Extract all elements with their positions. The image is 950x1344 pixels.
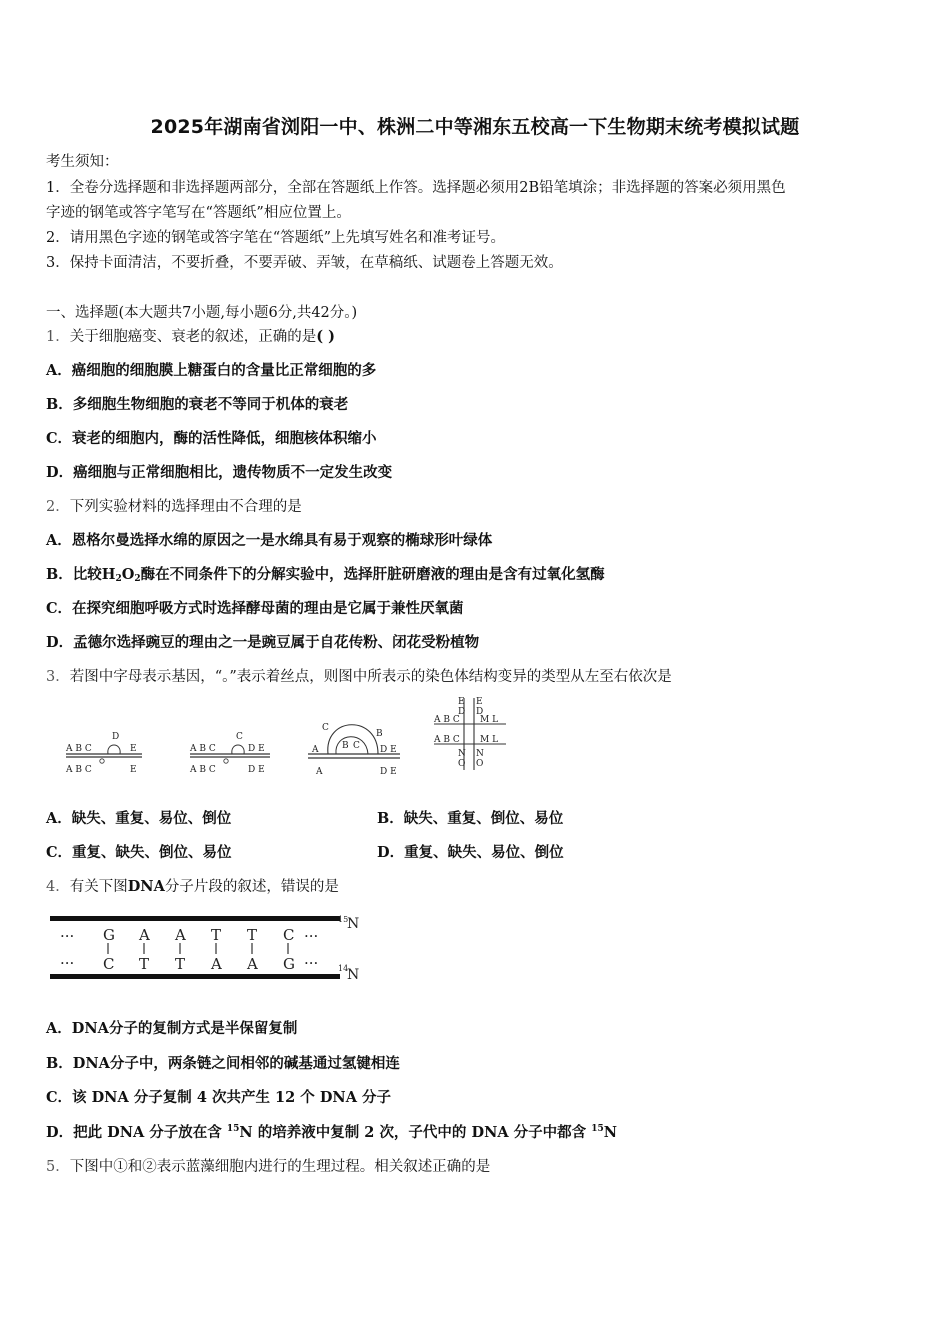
option-text: 癌细胞的细胞膜上糖蛋白的含量比正常细胞的多 [71, 362, 377, 379]
option-label: D． [46, 464, 74, 481]
option-label: C． [46, 600, 73, 617]
option-b [46, 565, 605, 585]
option-c [46, 429, 377, 449]
option-text: 4 [196, 1089, 207, 1106]
question-text: 分子片段的叙述，错误的是 [164, 879, 339, 895]
exam-title: 2025年湖南省浏阳一中、株洲二中等湘东五校高一下生物期末统考模拟试题 [150, 116, 800, 138]
option-label: D． [46, 634, 74, 651]
option-d [46, 463, 392, 483]
option-c [46, 599, 464, 619]
question-number: 4． [46, 879, 70, 895]
option-text: 个 [300, 1089, 315, 1106]
ellipsis: ··· [60, 927, 75, 945]
option-label: A． [46, 362, 72, 379]
option-d [377, 843, 564, 863]
dna-base-top: T [211, 926, 222, 944]
option-text: DNA [72, 1055, 110, 1072]
option-text: 分子中，两条链之间相邻的碱基通过氢键相连 [109, 1055, 400, 1072]
gene-label: M L [480, 735, 499, 745]
option-text: 分子中都含 [513, 1124, 587, 1141]
question-text: 关于细胞癌变、衰老的叙述，正确的是 [69, 329, 317, 345]
centromere [224, 759, 228, 763]
option-text: 比较 [72, 566, 102, 583]
option-text: 重复、缺失、倒位、易位 [72, 844, 232, 861]
gene-label: C [236, 732, 243, 742]
option-text: DNA [471, 1124, 509, 1141]
gene-label: A B C [190, 744, 216, 754]
option-text: 在探究细胞呼吸方式时选择酵母菌的理由是它属于兼性厌氧菌 [72, 600, 464, 617]
gene-label: M L [480, 715, 499, 725]
option-b [377, 809, 563, 829]
dna-base-bottom: C [103, 955, 115, 973]
option-text: N [603, 1124, 618, 1141]
option-b [46, 395, 348, 415]
option-text: 次共产生 [211, 1089, 270, 1106]
option-label: A． [46, 810, 72, 827]
dna-base-top: G [103, 926, 115, 944]
gene-label: D E [248, 765, 265, 775]
dna-segment-figure [46, 908, 366, 988]
option-text: 2 [364, 1124, 375, 1141]
question-text: 下图中①和②表示蓝藻细胞内进行的生理过程。相关叙述正确的是 [69, 1159, 491, 1175]
option-label: C． [46, 1089, 73, 1106]
option-text: 酶在不同条件下的分解实验中，选择肝脏研磨液的理由是含有过氧化氢酶 [140, 566, 605, 583]
option-d [46, 1123, 617, 1143]
question-1-stem [46, 327, 335, 347]
option-text: 癌细胞与正常细胞相比，遗传物质不一定发生改变 [73, 464, 393, 481]
isotope-sup: 15 [338, 915, 349, 924]
option-b [46, 1054, 400, 1074]
gene-label: D E [380, 745, 397, 755]
option-text: DNA [319, 1089, 357, 1106]
gene-label: O [476, 759, 484, 769]
formula-o: O [121, 566, 135, 583]
question-text: 有关下图 [69, 879, 128, 895]
notice-heading: 考生须知： [46, 154, 119, 170]
option-text: 次，子代中的 [379, 1124, 467, 1141]
option-text: 缺失、重复、易位、倒位 [71, 810, 232, 827]
gene-label: O [458, 759, 466, 769]
answer-paren: ( ) [316, 328, 336, 345]
question-number: 5． [46, 1159, 70, 1175]
gene-label: D E [380, 767, 397, 777]
centromere [100, 759, 104, 763]
gene-label: N [458, 749, 466, 759]
gene-label: E [476, 697, 483, 707]
isotope-label: N [347, 916, 360, 932]
option-label: D． [46, 1124, 74, 1141]
option-text: 分子复制 [133, 1089, 192, 1106]
gene-label: A B C [190, 765, 216, 775]
gene-label: D [476, 707, 484, 717]
section-heading: 一、选择题(本大题共7小题,每小题6分,共42分。) [46, 305, 358, 321]
gene-label: B [376, 729, 383, 739]
chromosome-diagram-1 [65, 732, 142, 775]
question-3-stem [46, 667, 672, 687]
ellipsis: ··· [60, 954, 75, 972]
chromosome-diagram-2 [189, 732, 270, 775]
dna-base-top: A [175, 926, 186, 944]
question-text: 若图中字母表示基因，“。”表示着丝点，则图中所表示的染色体结构变异的类型从左至右依次是 [69, 669, 672, 685]
notice-item: 3．保持卡面清洁，不要折叠，不要弄破、弄皱，在草稿纸、试题卷上答题无效。 [46, 255, 563, 271]
isotope-label: N [347, 967, 360, 983]
option-text: 恩格尔曼选择水绵的原因之一是水绵具有易于观察的椭球形叶绿体 [71, 532, 493, 549]
gene-label: B [342, 741, 349, 751]
option-text: 分子放在含 [149, 1124, 222, 1141]
option-a [46, 809, 231, 829]
gene-label: A B C [434, 735, 460, 745]
gene-label: D [458, 707, 466, 717]
option-label: A． [46, 532, 72, 549]
option-a [46, 361, 376, 381]
option-text: N [239, 1124, 253, 1141]
chromosome-diagram-3 [308, 723, 400, 777]
option-label: B． [46, 396, 73, 413]
option-label: B． [377, 810, 404, 827]
option-a [46, 531, 492, 551]
dna-base-bottom: T [139, 955, 150, 973]
option-c [46, 843, 232, 863]
gene-label: E [130, 744, 137, 754]
dna-base-bottom: T [175, 955, 186, 973]
chromosome-diagram-4 [433, 697, 506, 770]
dna-base-top: A [139, 926, 150, 944]
option-text: 重复、缺失、易位、倒位 [404, 844, 564, 861]
option-text: 分子的复制方式是半保留复制 [108, 1020, 298, 1037]
dna-base-top: T [247, 926, 258, 944]
question-number: 2． [46, 499, 70, 515]
gene-label: A B C [434, 715, 460, 725]
option-text: 衰老的细胞内，酶的活性降低，细胞核体积缩小 [72, 430, 377, 447]
option-label: C． [46, 844, 73, 861]
dna-strand-top [50, 916, 340, 921]
question-number: 1． [46, 329, 70, 345]
gene-label: D [112, 732, 120, 742]
ellipsis: ··· [304, 927, 319, 945]
ellipsis: ··· [304, 954, 319, 972]
gene-label: C [353, 741, 360, 751]
option-text: DNA [107, 1124, 145, 1141]
formula-sub: 2 [134, 574, 141, 584]
dna-term: DNA [127, 878, 165, 895]
gene-label: A [316, 767, 323, 777]
dna-strand-bottom [50, 974, 340, 979]
gene-label: A [312, 745, 319, 755]
option-a [46, 1019, 297, 1039]
isotope-sup: 15 [591, 1124, 604, 1134]
isotope-sup: 14 [338, 964, 349, 973]
notice-item: 字迹的钢笔或答字笔写在“答题纸”相应位置上。 [46, 205, 351, 221]
option-text: DNA [91, 1089, 129, 1106]
option-text: DNA [71, 1020, 109, 1037]
chromosome-loop [108, 745, 120, 754]
gene-label: A B C [66, 744, 92, 754]
notice-item: 1．全卷分选择题和非选择题两部分，全部在答题纸上作答。选择题必须用2B铅笔填涂；非选择题的答案必须用黑色 [46, 180, 786, 196]
option-text: 孟德尔选择豌豆的理由之一是豌豆属于自花传粉、闭花受粉植物 [73, 634, 480, 651]
option-label: C． [46, 430, 73, 447]
question-number: 3． [46, 669, 70, 685]
chromosome-variation-figure [60, 694, 520, 784]
isotope-sup: 15 [226, 1124, 240, 1134]
option-text: 多细胞生物细胞的衰老不等同于机体的衰老 [72, 396, 349, 413]
notice-item: 2．请用黑色字迹的钢笔或答字笔在“答题纸”上先填写姓名和准考证号。 [46, 230, 506, 246]
formula-sub: 2 [115, 574, 122, 584]
chromosome-inner-loop [336, 737, 368, 754]
option-label: D． [377, 844, 405, 861]
question-5-stem [46, 1157, 490, 1177]
gene-label: E [130, 765, 137, 775]
gene-label: C [322, 723, 329, 733]
gene-label: N [476, 749, 484, 759]
gene-label: A B C [66, 765, 92, 775]
option-label: A． [46, 1020, 72, 1037]
chromosome-loop [232, 745, 244, 754]
option-text: 该 [72, 1089, 87, 1106]
question-4-stem [46, 877, 339, 897]
option-c [46, 1088, 391, 1108]
dna-base-top: C [283, 926, 295, 944]
option-text: 分子 [362, 1089, 392, 1106]
question-2-stem [46, 497, 302, 517]
option-label: B． [46, 1055, 73, 1072]
option-text: 缺失、重复、倒位、易位 [403, 810, 564, 827]
question-text: 下列实验材料的选择理由不合理的是 [69, 499, 302, 515]
gene-label: D E [248, 744, 265, 754]
option-label: B． [46, 566, 73, 583]
dna-base-bottom: G [283, 955, 295, 973]
dna-base-bottom: A [247, 955, 258, 973]
option-text: 把此 [73, 1124, 103, 1141]
dna-base-bottom: A [211, 955, 222, 973]
gene-label: E [458, 697, 465, 707]
formula-h: H [101, 566, 116, 583]
option-text: 的培养液中复制 [257, 1124, 360, 1141]
option-d [46, 633, 479, 653]
option-text: 12 [275, 1089, 296, 1106]
